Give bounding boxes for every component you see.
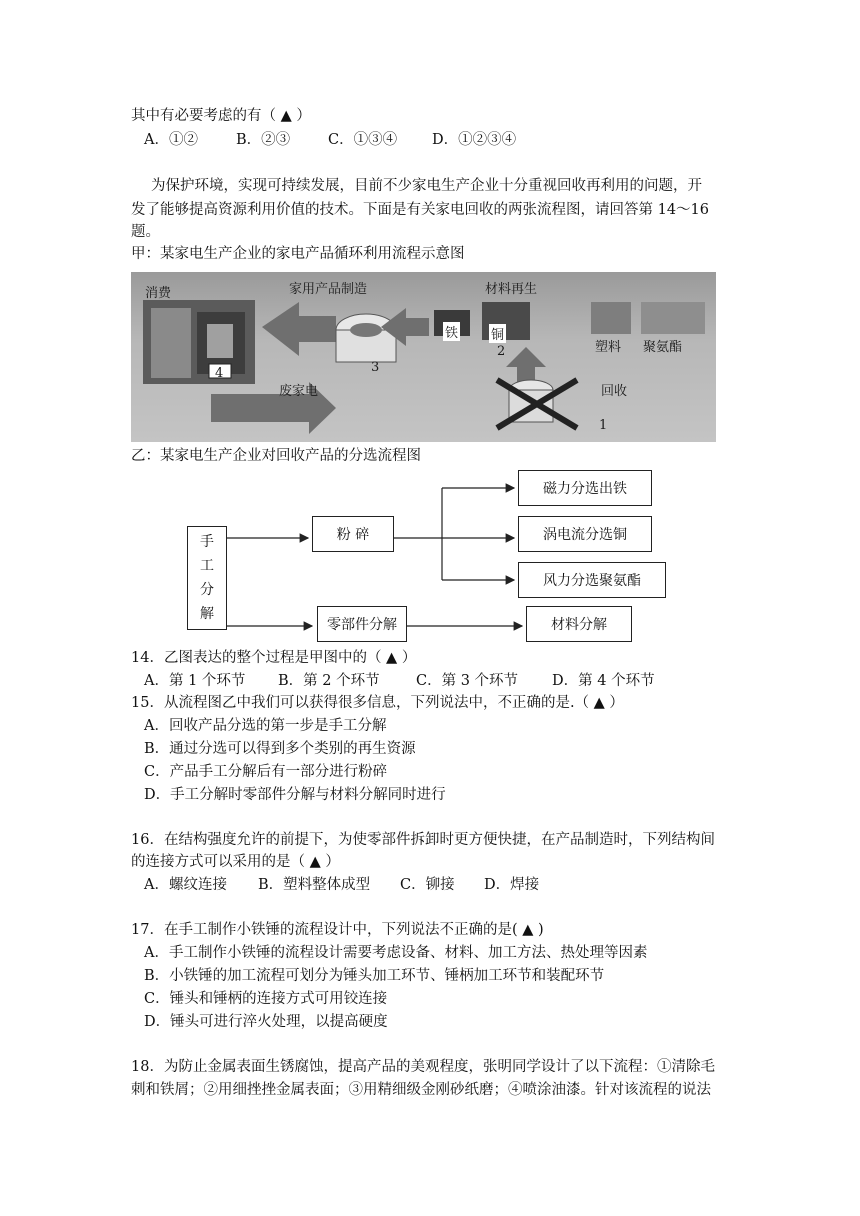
q15-option-c: C．产品手工分解后有一部分进行粉碎: [144, 764, 388, 780]
q16-option-c: C．铆接: [400, 877, 455, 893]
wind-sort-box: 风力分选聚氨酯: [518, 562, 666, 598]
option-a: A．①②: [144, 132, 198, 148]
figure-jia-caption: 甲：某家电生产企业的家电产品循环利用流程示意图: [131, 246, 465, 262]
q16-option-b: B．塑料整体成型: [258, 877, 371, 893]
q14-stem: 14．乙图表达的整个过程是甲图中的（ ▲ ）: [131, 650, 417, 666]
figure-yi-caption: 乙：某家电生产企业对回收产品的分选流程图: [131, 448, 421, 464]
q18-line-1: 18．为防止金属表面生锈腐蚀，提高产品的美观程度，张明同学设计了以下流程：①清除毛: [131, 1059, 715, 1075]
label-iron: 铁: [443, 322, 460, 341]
q15-option-b: B．通过分选可以得到多个类别的再生资源: [144, 741, 416, 757]
material-disassembly-box: 材料分解: [526, 606, 632, 642]
q16-line-1: 16．在结构强度允许的前提下，为使零部件拆卸时更方便快捷，在产品制造时，下列结构间: [131, 832, 715, 848]
label-consume: 消费: [145, 286, 172, 301]
label-regenerate: 材料再生: [485, 282, 538, 297]
option-b: B．②③: [236, 132, 291, 148]
q16-option-d: D．焊接: [484, 877, 540, 893]
option-c: C．①③④: [328, 132, 398, 148]
label-plastic: 塑料: [595, 340, 622, 355]
label-polyurethane: 聚氨酯: [643, 340, 683, 355]
label-copper: 铜: [489, 324, 506, 343]
q15-option-a: A．回收产品分选的第一步是手工分解: [144, 718, 387, 734]
eddy-sort-box: 涡电流分选铜: [518, 516, 652, 552]
recycling-cycle-graphic: [131, 272, 716, 442]
manual-char-3: 分: [200, 582, 214, 598]
q17-option-d: D．锤头可进行淬火处理，以提高硬度: [144, 1014, 388, 1030]
label-recycle: 回收: [601, 384, 628, 399]
q15-option-d: D．手工分解时零部件分解与材料分解同时进行: [144, 787, 446, 803]
q14-option-d: D．第 4 个环节: [552, 673, 655, 689]
intro-line-2: 发了能够提高资源利用价值的技术。下面是有关家电回收的两张流程图，请回答第 14～16: [131, 202, 710, 218]
label-step-4: 4: [215, 366, 224, 381]
label-manufacture: 家用产品制造: [289, 282, 368, 297]
manual-char-4: 解: [200, 606, 214, 622]
manual-disassembly-box: [187, 526, 227, 630]
label-waste: 废家电: [279, 384, 319, 399]
q17-option-c: C．锤头和锤柄的连接方式可用铰连接: [144, 991, 388, 1007]
q14-option-a: A．第 1 个环节: [144, 673, 246, 689]
q18-line-2: 刺和铁屑；②用细挫挫金属表面；③用精细级金刚砂纸磨；④喷涂油漆。针对该流程的说法: [131, 1082, 711, 1098]
q17-stem: 17．在手工制作小铁锤的流程设计中，下列说法不正确的是( ▲ ): [131, 922, 544, 938]
q17-option-b: B．小铁锤的加工流程可划分为锤头加工环节、锤柄加工环节和装配环节: [144, 968, 605, 984]
recycling-cycle-photo: [131, 272, 716, 442]
label-step-2: 2: [497, 344, 506, 359]
q16-option-a: A．螺纹连接: [144, 877, 227, 893]
q14-option-b: B．第 2 个环节: [278, 673, 380, 689]
option-d: D．①②③④: [432, 132, 517, 148]
intro-line-1: 为保护环境，实现可持续发展，目前不少家电生产企业十分重视回收再利用的问题，开: [151, 178, 702, 194]
manual-char-1: 手: [200, 534, 214, 550]
sorting-flow-connectors: [0, 460, 860, 640]
q14-option-c: C．第 3 个环节: [416, 673, 519, 689]
question-tail-line: 其中有必要考虑的有（ ▲ ）: [131, 108, 311, 124]
label-step-3: 3: [371, 360, 380, 375]
intro-line-3: 题。: [131, 224, 160, 240]
q17-option-a: A．手工制作小铁锤的流程设计需要考虑设备、材料、加工方法、热处理等因素: [144, 945, 648, 961]
parts-disassembly-box: 零部件分解: [317, 606, 407, 642]
crush-box: 粉 碎: [312, 516, 394, 552]
manual-char-2: 工: [200, 558, 214, 574]
q16-line-2: 的连接方式可以采用的是（ ▲ ）: [131, 854, 340, 870]
label-step-1: 1: [599, 418, 608, 433]
q15-stem: 15．从流程图乙中我们可以获得很多信息，下列说法中，不正确的是.（ ▲ ）: [131, 695, 624, 711]
magnetic-sort-box: 磁力分选出铁: [518, 470, 652, 506]
